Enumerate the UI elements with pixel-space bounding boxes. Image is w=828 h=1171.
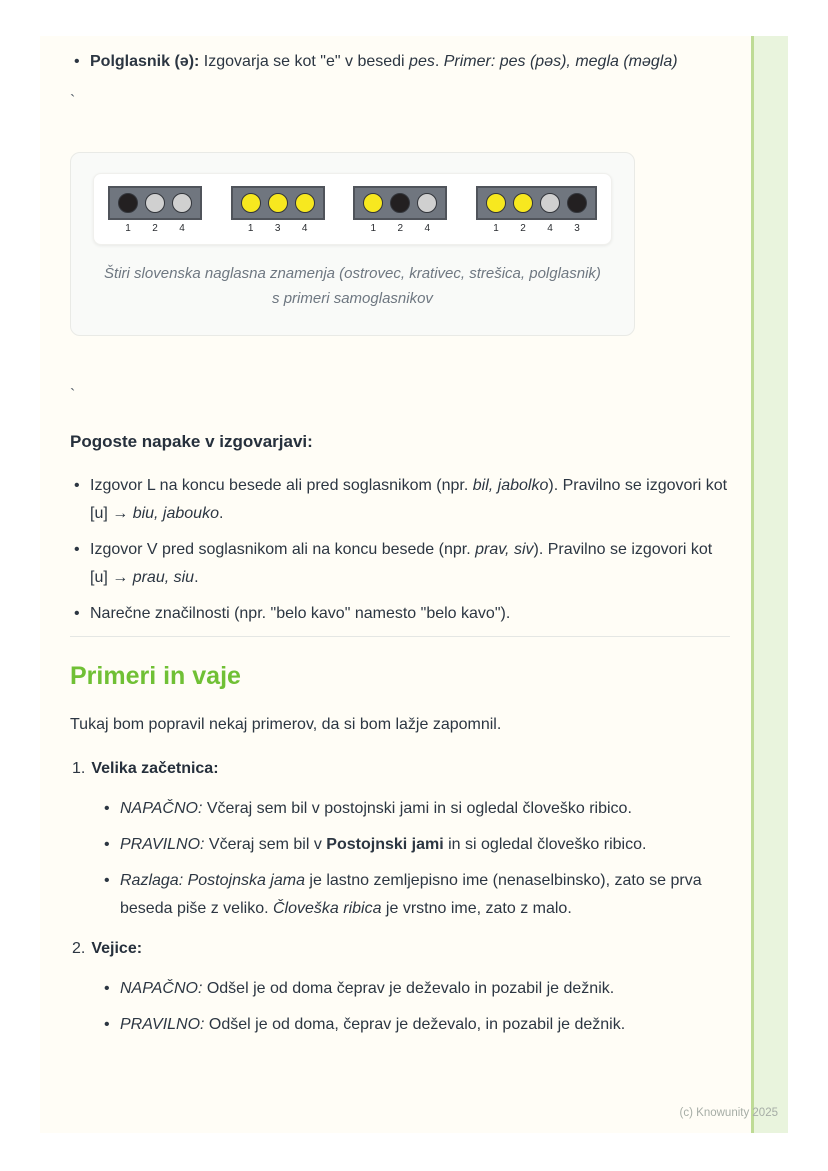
signal-group [353,186,447,236]
dot-label: 1 [125,223,131,234]
black-dot-icon [118,193,138,213]
list-item [100,867,730,923]
item-heading [70,935,730,963]
signal-panel [93,173,612,245]
mistake-text: Izgovor V pred soglasnikom ali na koncu besede (npr. prav, siv). Pravilno se izgovori kot [u] → prau, siu. [90,541,713,587]
signal-box [353,186,447,220]
dot-label: 2 [397,223,404,234]
section-divider [70,636,730,637]
gray-dot-icon [172,193,192,213]
item-number: 2. [72,940,86,958]
polglasnik-text: Polglasnik (ə): Izgovarja se kot "e" v besedi pes. Primer: pes (pəs), megla (məgla) [90,53,678,70]
list-item [100,831,730,859]
item-number: 1. [72,760,86,778]
mistake-text: Narečne značilnosti (npr. "belo kavo" namesto "belo kavo"). [90,605,511,623]
example-text: NAPAČNO: Včeraj sem bil v postojnski jami in si ogledal človeško ribico. [120,800,632,818]
stray-backtick-2: ` [70,387,76,405]
list-item [70,536,730,592]
yellow-dot-icon [513,193,533,213]
list-item [70,472,730,528]
list-item [100,795,730,823]
figure-caption: Štiri slovenska naglasna znamenja (ostrovec, krativec, strešica, polglasnik) s primeri samoglasnikov [104,265,601,308]
section-intro: Tukaj bom popravil nekaj primerov, da si bom lažje zapomnil. [70,716,502,734]
list-item [70,48,730,76]
yellow-dot-icon [486,193,506,213]
signal-group [476,186,597,236]
example-text: PRAVILNO: Odšel je od doma, čeprav je deževalo, in pozabil je dežnik. [120,1016,626,1034]
example-text: PRAVILNO: Včeraj sem bil v Postojnski jami in si ogledal človeško ribico. [120,836,647,854]
item-heading [70,755,730,783]
item-title: Vejice: [91,940,143,958]
gray-dot-icon [417,193,437,213]
polglasnik-list [70,48,730,76]
mistakes-heading: Pogoste napake v izgovarjavi: [70,432,313,452]
figure-card [70,152,635,336]
document-content [40,36,788,1039]
yellow-dot-icon [241,193,261,213]
signal-group [231,186,325,236]
gray-dot-icon [145,193,165,213]
mistakes-list [70,472,730,628]
black-dot-icon [567,193,587,213]
black-dot-icon [390,193,410,213]
dot-label: 4 [424,223,431,234]
dot-label: 2 [152,223,158,234]
signal-box [231,186,325,220]
signal-group [108,186,202,236]
example-text: Razlaga: Postojnska jama je lastno zemljepisno ime (nenaselbinsko), zato se prva beseda piše z veliko. Človeška ribica je vrstno ime, zato z malo. [120,872,702,918]
section-heading: Primeri in vaje [70,662,241,691]
document-page [40,36,788,1133]
yellow-dot-icon [268,193,288,213]
signal-labels [353,220,447,236]
dot-label: 1 [493,223,499,234]
signal-labels [476,220,597,236]
item-title: Velika začetnica: [91,760,219,778]
copyright: (c) Knowunity 2025 [679,1107,778,1119]
gray-dot-icon [540,193,560,213]
stray-backtick-1: ` [70,93,76,110]
signal-groups [108,186,597,236]
sub-list [100,975,730,1039]
list-item [100,1011,730,1039]
list-item [70,600,730,628]
dot-label: 3 [274,223,281,234]
signal-box [476,186,597,220]
mistake-text: Izgovor L na koncu besede ali pred soglasnikom (npr. bil, jabolko). Pravilno se izgovori kot [u] → biu, jabouko. [90,477,728,523]
dot-label: 2 [520,223,526,234]
dot-label: 4 [547,223,553,234]
sub-list [100,795,730,923]
dot-label: 3 [574,223,580,234]
numbered-item [70,755,730,923]
dot-label: 4 [179,223,185,234]
signal-labels [108,220,202,236]
list-item [100,975,730,1003]
examples-list [70,755,730,1039]
dot-label: 1 [247,223,254,234]
dot-label: 4 [301,223,308,234]
yellow-dot-icon [363,193,383,213]
numbered-item [70,935,730,1039]
yellow-dot-icon [295,193,315,213]
signal-labels [231,220,325,236]
example-text: NAPAČNO: Odšel je od doma čeprav je deževalo in pozabil je dežnik. [120,980,615,998]
dot-label: 1 [370,223,377,234]
signal-box [108,186,202,220]
